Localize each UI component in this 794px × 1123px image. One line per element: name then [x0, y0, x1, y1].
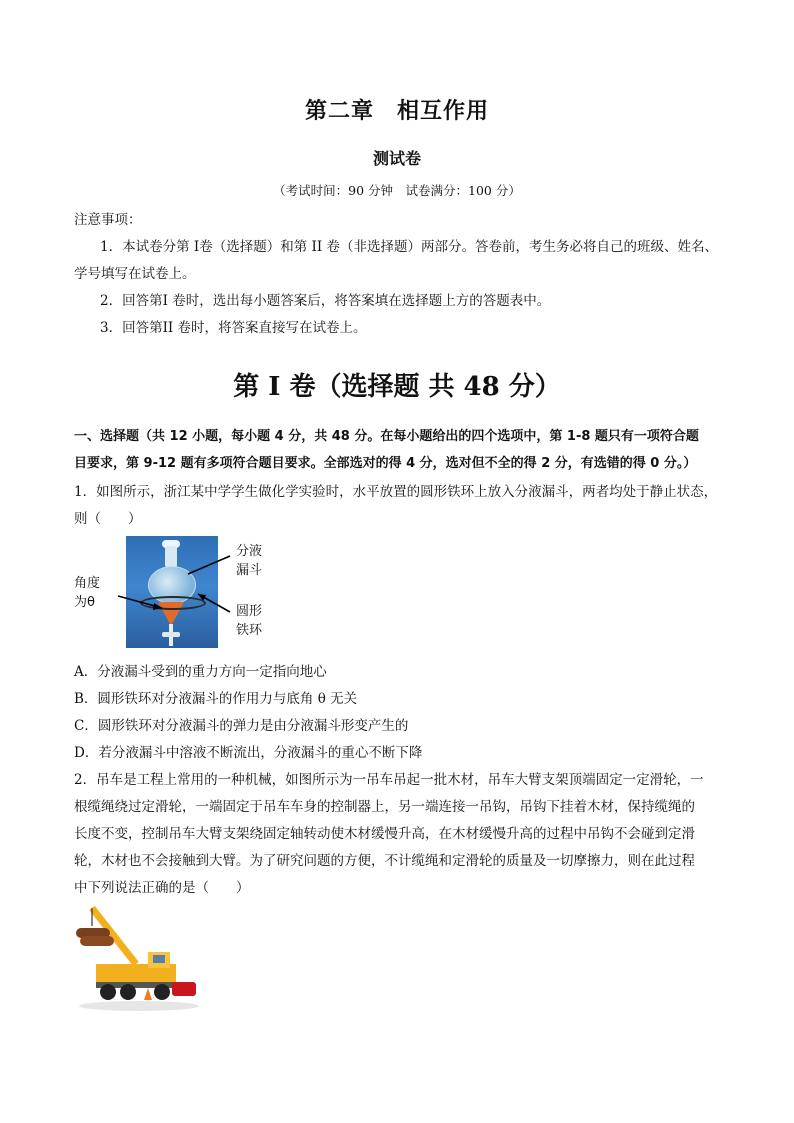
q1-figure: [70, 534, 280, 650]
label-angle-line-2: 为θ: [74, 595, 95, 610]
chapter-title: 第二章 相互作用: [304, 99, 489, 124]
label-ring-line-2: 铁环: [236, 623, 263, 638]
test-subtitle: 测试卷: [372, 149, 421, 168]
log-2: [80, 936, 114, 946]
angle-arrowhead: [153, 603, 162, 610]
crane-figure: [74, 902, 204, 1012]
note-item-1-line-2: 学号填写在试卷上。: [74, 266, 196, 282]
wheel-3: [154, 984, 170, 1000]
q1-option-d: D．若分液漏斗中溶液不断流出，分液漏斗的重心不断下降: [74, 745, 423, 761]
q2-stem-line-1: 2．吊车是工程上常用的一种机械，如图所示为一吊车吊起一批木材，吊车大臂支架顶端固定一定滑轮，一: [74, 772, 704, 788]
label-funnel: [236, 542, 262, 580]
funnel-arrow: [188, 556, 230, 574]
q2-stem-line-5: 中下列说法正确的是（ ）: [74, 880, 250, 896]
label-funnel-line-2: 漏斗: [236, 563, 263, 578]
section-instructions-line-2: 目要求，第 9-12 题有多项符合题目要求。全部选对的得 4 分，选对但不全的得 2 分，有选错的得 0 分。）: [74, 456, 697, 471]
label-angle-line-1: 角度: [74, 576, 101, 591]
label-funnel-line-1: 分液: [236, 544, 263, 559]
cab-window: [153, 955, 165, 963]
label-angle: [74, 574, 100, 612]
q1-stem-line-1: 1．如图所示，浙江某中学学生做化学实验时，水平放置的圆形铁环上放入分液漏斗，两者均处于静止状态，: [74, 484, 718, 500]
note-item-2: 2．回答第I 卷时，选出每小题答案后，将答案填在选择题上方的答题表中。: [100, 293, 551, 309]
q1-option-b: B．圆形铁环对分液漏斗的作用力与底角 θ 无关: [74, 691, 358, 707]
wheel-1: [100, 984, 116, 1000]
section-title: 第 I 卷（选择题 共 48 分）: [233, 372, 561, 402]
label-ring: [236, 602, 262, 640]
q2-stem-line-4: 轮，木材也不会接触到大臂。为了研究问题的方便，不计缆绳和定滑轮的质量及一切摩擦力，则在此过程: [74, 853, 695, 869]
q2-stem-line-3: 长度不变，控制吊车大臂支架绕固定轴转动使木材缓慢升高，在木材缓慢升高的过程中吊钩不会碰到定滑: [74, 826, 695, 842]
q1-option-a: A．分液漏斗受到的重力方向一定指向地心: [74, 664, 327, 680]
notes-heading: 注意事项：: [74, 212, 142, 228]
traffic-cone: [144, 988, 152, 1000]
ground-shadow: [79, 1001, 199, 1011]
wheel-2: [120, 984, 136, 1000]
section-instructions-line-1: 一、选择题（共 12 小题，每小题 4 分，共 48 分。在每小题给出的四个选项中，第 1-8 题只有一项符合题: [74, 429, 699, 444]
label-ring-line-1: 圆形: [236, 604, 263, 619]
q1-option-c: C．圆形铁环对分液漏斗的弹力是由分液漏斗形变产生的: [74, 718, 409, 734]
note-item-1-line-1: 1．本试卷分第 I卷（选择题）和第 II 卷（非选择题）两部分。答卷前，考生务必将自己的班级、姓名、: [100, 239, 718, 255]
note-item-3: 3．回答第II 卷时，将答案直接写在试卷上。: [100, 320, 367, 336]
exam-info: （考试时间：90 分钟 试卷满分：100 分）: [273, 183, 521, 198]
q2-stem-line-2: 根缆绳绕过定滑轮，一端固定于吊车车身的控制器上，另一端连接一吊钩，吊钩下挂着木材，保持缆绳的: [74, 799, 695, 815]
toy-car: [172, 982, 196, 996]
q1-stem-line-2: 则（ ）: [74, 511, 142, 527]
